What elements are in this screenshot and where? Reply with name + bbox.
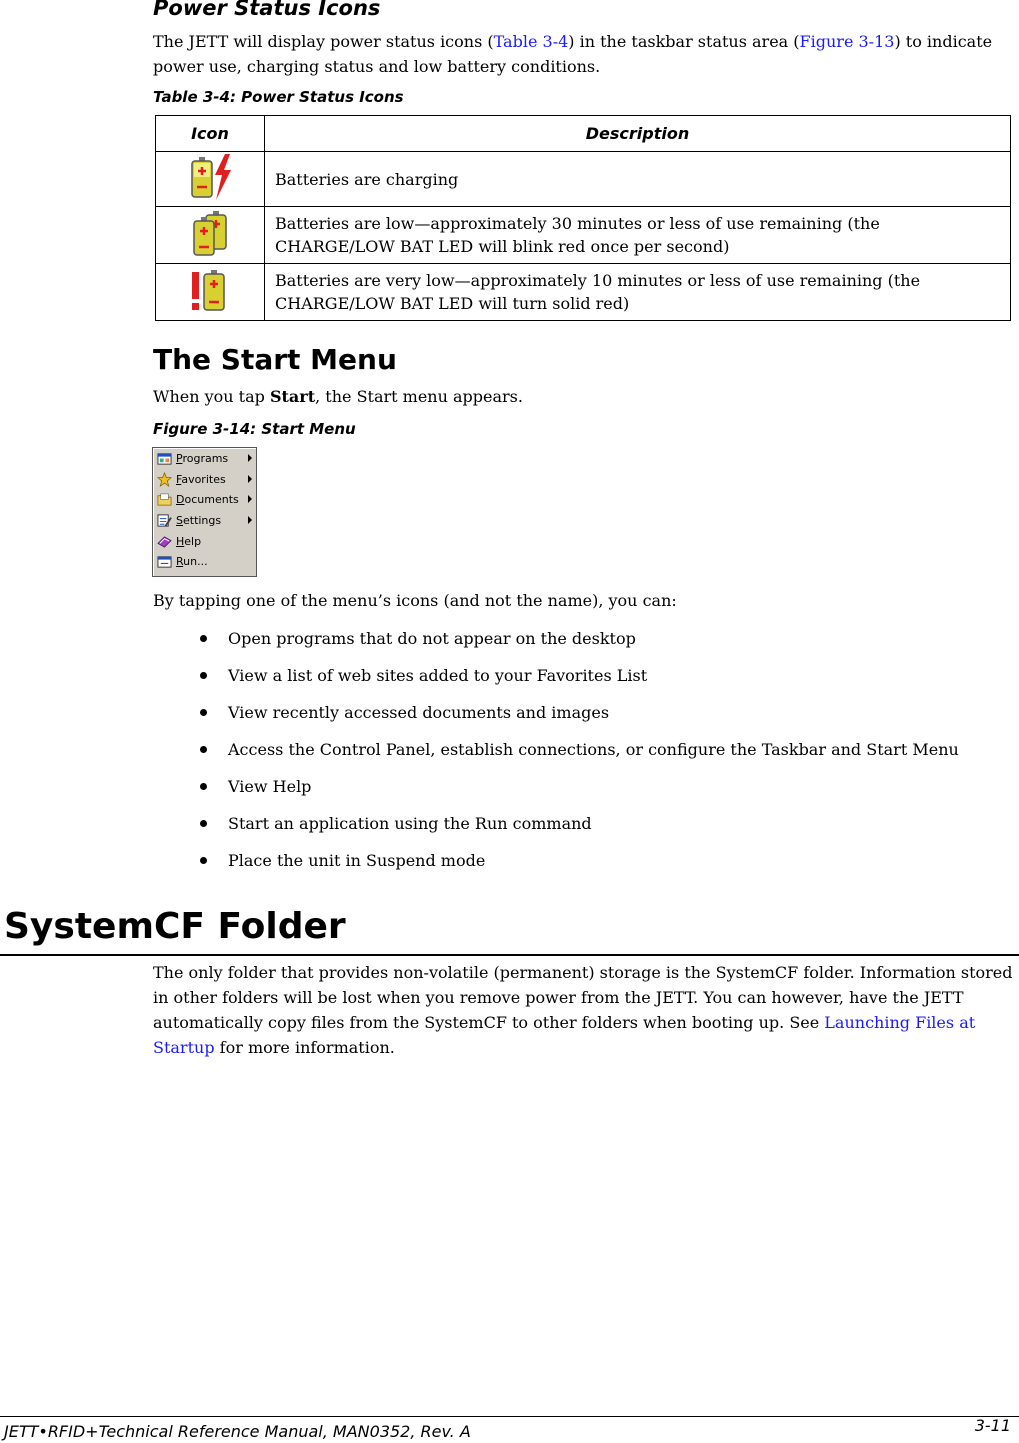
list-item: Place the unit in Suspend mode <box>153 848 959 885</box>
description-cell: Batteries are charging <box>265 152 1011 207</box>
menu-item-documents[interactable]: Documents <box>153 489 256 510</box>
heading-divider <box>0 954 1019 956</box>
bullet-icon <box>200 783 207 790</box>
table-row <box>156 207 1011 264</box>
battery-low-icon <box>185 209 235 257</box>
battery-charging-icon <box>185 153 235 201</box>
bullet-icon <box>200 709 207 716</box>
battery-very-low-icon <box>185 266 235 314</box>
list-item: Start an application using the Run command <box>153 811 959 848</box>
power-intro-paragraph: The JETT will display power status icons (Table 3-4) in the taskbar status area (Figure 3-13) to indicate power use, charging status and low battery conditions. <box>153 32 993 76</box>
table-header-row <box>156 116 1011 152</box>
menu-item-favorites[interactable]: Favorites <box>153 469 256 490</box>
menu-item-run[interactable]: Run... <box>153 551 256 572</box>
table-caption: Table 3-4: Power Status Icons <box>153 88 404 106</box>
figure-3-13-link[interactable]: Figure 3-13 <box>799 32 895 51</box>
submenu-arrow-icon <box>248 516 252 524</box>
menu-item-settings[interactable]: Settings <box>153 510 256 531</box>
favorites-star-icon <box>157 472 172 487</box>
table-3-4-link[interactable]: Table 3-4 <box>493 32 569 51</box>
description-cell: Batteries are very low—approximately 10 minutes or less of use remaining (the CHARGE/LOW BAT LED will turn solid red) <box>265 264 1011 321</box>
tap-intro-paragraph: By tapping one of the menu’s icons (and not the name), you can: <box>153 591 677 610</box>
run-icon <box>157 554 172 569</box>
bullet-icon <box>200 857 207 864</box>
programs-icon <box>157 451 172 466</box>
menu-item-help[interactable]: Help <box>153 531 256 552</box>
icon-cell <box>156 152 265 207</box>
list-item: View recently accessed documents and images <box>153 700 959 737</box>
start-menu-intro: When you tap Start, the Start menu appears. <box>153 387 523 406</box>
bullet-icon <box>200 635 207 642</box>
table-row <box>156 152 1011 207</box>
list-item: View Help <box>153 774 959 811</box>
submenu-arrow-icon <box>248 454 252 462</box>
bullet-icon <box>200 820 207 827</box>
start-keyword: Start <box>269 387 316 406</box>
power-status-heading: Power Status Icons <box>153 0 381 20</box>
systemcf-paragraph: The only folder that provides non-volatile (permanent) storage is the SystemCF folder. Information stored in other folders will be lost when you remove power from the JETT. You can however, have the JETT automatically copy files from the SystemCF to other folders when booting up. See Launching Files at Startup for more information. <box>153 963 1013 1057</box>
submenu-arrow-icon <box>248 495 252 503</box>
footer-divider <box>0 1416 1019 1417</box>
list-item: Access the Control Panel, establish connections, or configure the Taskbar and Start Menu <box>153 737 959 774</box>
figure-caption: Figure 3-14: Start Menu <box>153 420 356 438</box>
launching-files-link[interactable]: Launching Files at Startup <box>153 1013 976 1057</box>
bullet-icon <box>200 672 207 679</box>
capabilities-list <box>153 626 959 885</box>
submenu-arrow-icon <box>248 475 252 483</box>
icon-cell <box>156 264 265 321</box>
bullet-icon <box>200 746 207 753</box>
icon-cell <box>156 207 265 264</box>
footer-title: JETT•RFID+Technical Reference Manual, MAN0352, Rev. A <box>4 1422 471 1441</box>
icon-column-header: Icon <box>156 116 265 152</box>
table-row <box>156 264 1011 321</box>
list-item: View a list of web sites added to your Favorites List <box>153 663 959 700</box>
menu-item-programs[interactable]: Programs <box>153 448 256 469</box>
description-cell: Batteries are low—approximately 30 minutes or less of use remaining (the CHARGE/LOW BAT LED will blink red once per second) <box>265 207 1011 264</box>
settings-icon <box>157 513 172 528</box>
help-book-icon <box>157 534 172 549</box>
page-number: 3-11 <box>974 1416 1011 1435</box>
start-menu-heading: The Start Menu <box>153 343 397 376</box>
description-column-header: Description <box>265 116 1011 152</box>
start-menu <box>152 447 257 577</box>
systemcf-heading: SystemCF Folder <box>4 906 346 947</box>
documents-folder-icon <box>157 492 172 507</box>
power-status-table <box>155 115 1011 321</box>
list-item: Open programs that do not appear on the desktop <box>153 626 959 663</box>
